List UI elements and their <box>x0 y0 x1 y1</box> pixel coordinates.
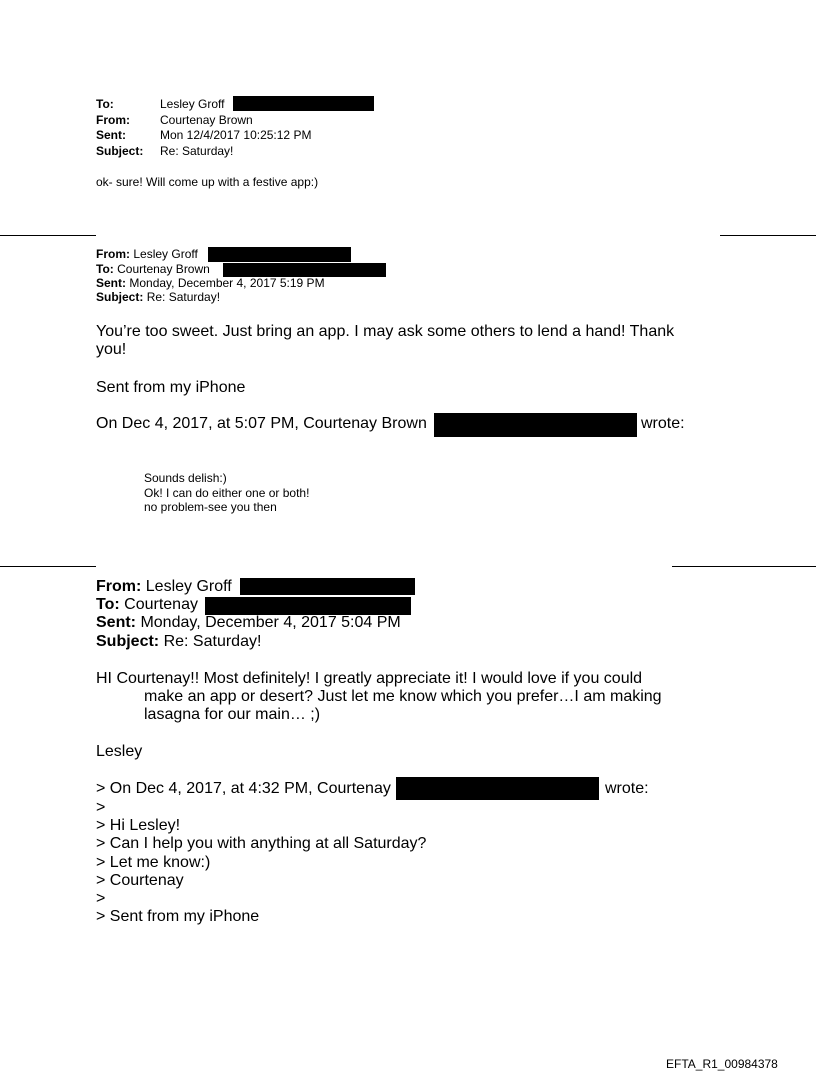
quoted-line: Ok! I can do either one or both! <box>144 485 310 500</box>
subject-label: Subject: <box>96 290 144 304</box>
quoted-line: Sounds delish:) <box>144 471 227 485</box>
to-value: Courtenay <box>124 596 198 613</box>
to-value: Lesley Groff <box>160 97 225 111</box>
quoted-line: > <box>96 890 106 908</box>
email2-sent <box>96 276 325 291</box>
sent-value: Monday, December 4, 2017 5:19 PM <box>129 276 325 290</box>
sent-value: Monday, December 4, 2017 5:04 PM <box>140 614 401 631</box>
email3-from <box>96 578 232 596</box>
body-line: you! <box>96 341 127 358</box>
redaction-bar <box>233 96 374 111</box>
redaction-bar <box>240 578 415 595</box>
separator-right <box>720 235 816 236</box>
subject-label: Subject: <box>96 144 144 158</box>
email2-body <box>96 323 716 359</box>
redaction-bar <box>208 247 351 262</box>
body-line: make an app or desert? Just let me know which you prefer…I am making <box>144 688 662 705</box>
email2-subject <box>96 290 220 305</box>
email3-sent <box>96 614 401 632</box>
email3-to <box>96 596 198 614</box>
quoted-line: > Sent from my iPhone <box>96 908 260 926</box>
email2-quoted-text <box>144 471 309 515</box>
quoted-line: > Hi Lesley! <box>96 817 181 835</box>
to-label: To: <box>96 262 114 276</box>
to-label: To: <box>96 97 114 111</box>
email3-body <box>96 670 736 724</box>
redaction-bar <box>396 777 599 800</box>
sent-label: Sent: <box>96 614 136 631</box>
email2-signature: Sent from my iPhone <box>96 379 246 396</box>
body-line: You’re too sweet. Just bring an app. I may ask some others to lend a hand! Thank <box>96 323 675 340</box>
email3-quote-wrote: wrote: <box>605 780 649 797</box>
email3-sign-name: Lesley <box>96 743 143 760</box>
email3-quoted-text <box>96 799 426 926</box>
separator-right <box>672 566 816 567</box>
sent-label: Sent: <box>96 128 126 142</box>
subject-label: Subject: <box>96 633 160 650</box>
from-label: From: <box>96 113 130 127</box>
quoted-line: > Can I help you with anything at all Saturday? <box>96 835 427 853</box>
sent-value: Mon 12/4/2017 10:25:12 PM <box>160 128 312 142</box>
email2-from <box>96 247 198 262</box>
separator-left <box>0 235 96 236</box>
email2-quote-intro: On Dec 4, 2017, at 5:07 PM, Courtenay Brown <box>96 415 427 432</box>
email3-quote-intro: > On Dec 4, 2017, at 4:32 PM, Courtenay <box>96 780 391 797</box>
from-value: Courtenay Brown <box>160 113 253 127</box>
body-line: HI Courtenay!! Most definitely! I greatly appreciate it! I would love if you could <box>96 670 643 687</box>
subject-value: Re: Saturday! <box>160 144 234 158</box>
redaction-bar <box>223 263 386 277</box>
email2-quote-wrote: wrote: <box>641 415 685 432</box>
quoted-line: > Courtenay <box>96 871 184 889</box>
redaction-bar <box>434 413 637 437</box>
from-label: From: <box>96 247 130 261</box>
email1-body: ok- sure! Will come up with a festive app:) <box>96 175 319 189</box>
separator-left <box>0 566 96 567</box>
from-value: Lesley Groff <box>145 578 232 595</box>
subject-value: Re: Saturday! <box>146 290 221 304</box>
to-label: To: <box>96 596 120 613</box>
quoted-line: no problem-see you then <box>144 500 277 514</box>
subject-value: Re: Saturday! <box>163 633 262 650</box>
sent-label: Sent: <box>96 276 126 290</box>
from-label: From: <box>96 578 142 595</box>
quoted-line: > Let me know:) <box>96 853 211 871</box>
to-value: Courtenay Brown <box>117 262 210 276</box>
body-line: lasagna for our main… ;) <box>144 706 321 723</box>
redaction-bar <box>205 597 411 615</box>
document-id: EFTA_R1_00984378 <box>666 1057 778 1071</box>
from-value: Lesley Groff <box>133 247 198 261</box>
quoted-line: > <box>96 799 106 816</box>
email2-to <box>96 262 210 277</box>
email3-subject <box>96 633 261 651</box>
